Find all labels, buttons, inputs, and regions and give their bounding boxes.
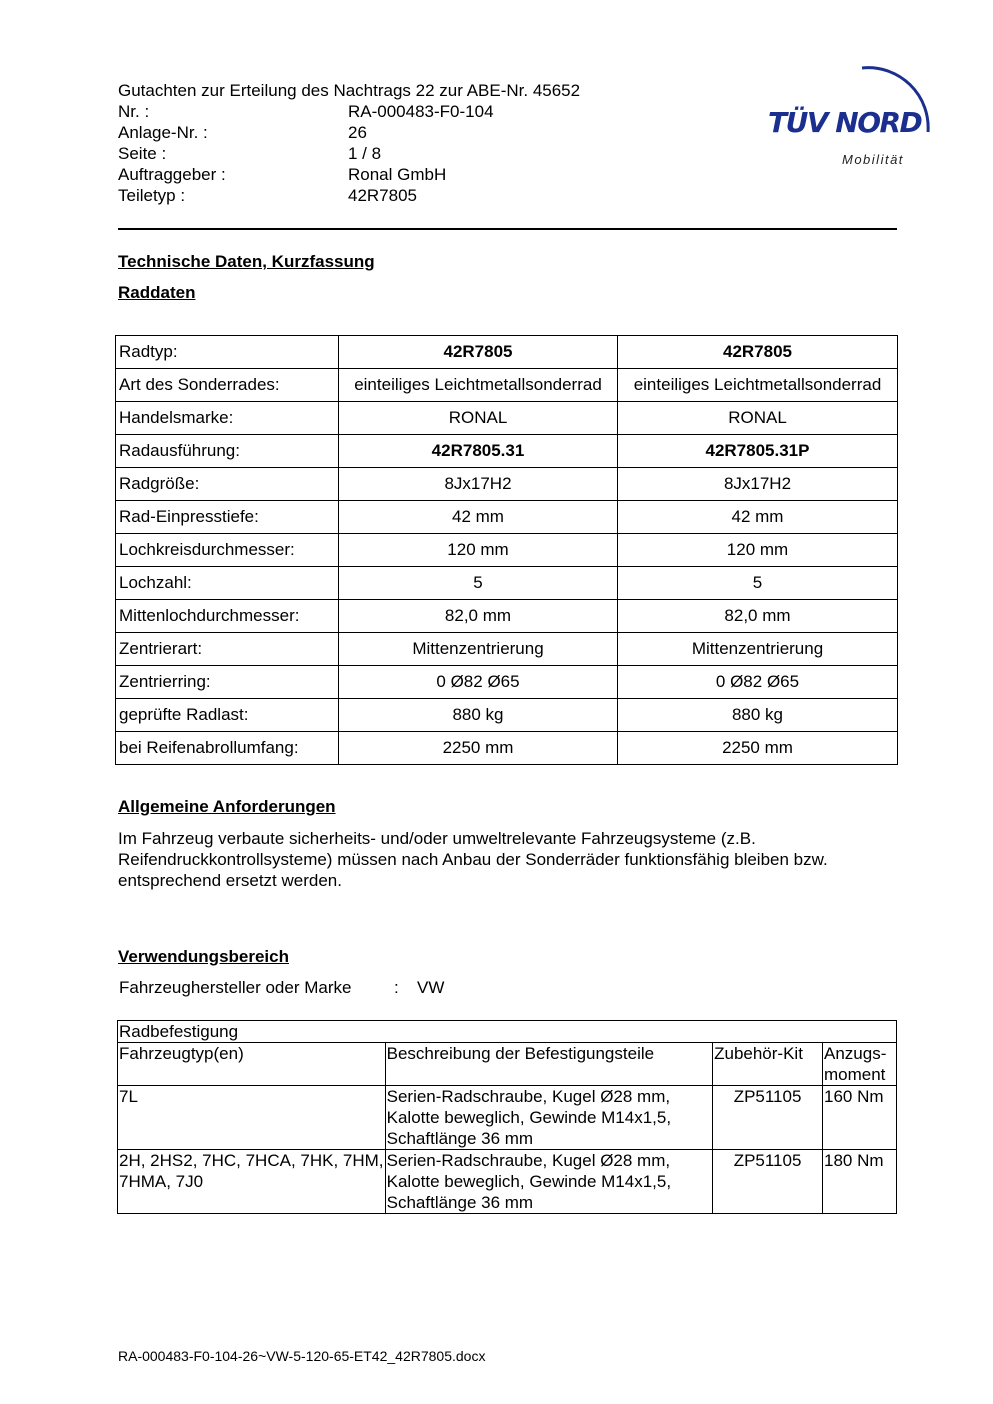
wheel-row-label: Handelsmarke: xyxy=(116,402,339,435)
wheel-table-row xyxy=(116,567,898,600)
header-row-seite: Seite : 1 / 8 xyxy=(118,144,382,163)
mount-cell: ZP51105 xyxy=(713,1086,823,1150)
wheel-table-row xyxy=(116,633,898,666)
wheel-row-value: 5 xyxy=(618,567,898,600)
logo-subtitle: Mobilität xyxy=(842,152,904,167)
mount-header-row xyxy=(118,1043,897,1086)
wheel-row-label: Zentrierring: xyxy=(116,666,339,699)
mount-cell: 180 Nm xyxy=(823,1150,897,1214)
wheel-row-value: 42R7805 xyxy=(339,336,618,369)
wheel-row-label: Radgröße: xyxy=(116,468,339,501)
wheel-row-value: 82,0 mm xyxy=(618,600,898,633)
wheel-row-value: RONAL xyxy=(339,402,618,435)
wheel-row-value: 880 kg xyxy=(618,699,898,732)
document-header xyxy=(118,80,738,206)
wheel-row-value: 120 mm xyxy=(618,534,898,567)
wheel-row-value: 5 xyxy=(339,567,618,600)
wheel-row-value: 2250 mm xyxy=(339,732,618,765)
mount-cell: Serien-Radschraube, Kugel Ø28 mm, Kalotte beweglich, Gewinde M14x1,5, Schaftlänge 36 mm xyxy=(385,1150,712,1214)
wheel-row-label: Radtyp: xyxy=(116,336,339,369)
wheel-row-value: 120 mm xyxy=(339,534,618,567)
wheel-row-value: einteiliges Leichtmetallsonderrad xyxy=(618,369,898,402)
header-row-nr: Nr. : RA-000483-F0-104 xyxy=(118,102,494,121)
header-row-auftraggeber: Auftraggeber : Ronal GmbH xyxy=(118,165,447,184)
mount-cell: 160 Nm xyxy=(823,1086,897,1150)
heading-verwendung: Verwendungsbereich xyxy=(118,947,289,966)
tuev-nord-logo xyxy=(762,56,942,172)
mount-header-cell: Anzugs-moment xyxy=(823,1043,897,1086)
wheel-row-value: 42R7805.31P xyxy=(618,435,898,468)
wheel-table-row xyxy=(116,402,898,435)
maker-label: Fahrzeughersteller oder Marke xyxy=(119,978,352,997)
wheel-row-label: Mittenlochdurchmesser: xyxy=(116,600,339,633)
wheel-row-value: 82,0 mm xyxy=(339,600,618,633)
wheel-row-value: 2250 mm xyxy=(618,732,898,765)
wheel-row-value: 880 kg xyxy=(339,699,618,732)
wheel-row-label: Lochkreisdurchmesser: xyxy=(116,534,339,567)
mount-header-cell: Fahrzeugtyp(en) xyxy=(118,1043,386,1086)
logo-wordmark: TÜV NORD xyxy=(768,106,922,139)
footer-filename: RA-000483-F0-104-26~VW-5-120-65-ET42_42R7805.docx xyxy=(118,1348,486,1364)
mounting-table xyxy=(117,1020,897,1214)
wheel-table-row xyxy=(116,468,898,501)
anforderungen-text: Im Fahrzeug verbaute sicherheits- und/oder umweltrelevante Fahrzeugsysteme (z.B. Reifendruckkontrollsysteme) müssen nach Anbau der Sonderräder funktionsfähig bleiben bzw. entsprechend ersetzt werden. xyxy=(118,829,828,890)
header-row-teiletyp: Teiletyp : 42R7805 xyxy=(118,186,418,205)
mount-cell: 7L xyxy=(118,1086,386,1150)
wheel-row-value: einteiliges Leichtmetallsonderrad xyxy=(339,369,618,402)
wheel-row-label: Lochzahl: xyxy=(116,567,339,600)
wheel-table-row xyxy=(116,732,898,765)
wheel-row-value: RONAL xyxy=(618,402,898,435)
mount-header-cell: Beschreibung der Befestigungsteile xyxy=(385,1043,712,1086)
wheel-row-value: 8Jx17H2 xyxy=(618,468,898,501)
wheel-row-value: 42R7805.31 xyxy=(339,435,618,468)
wheel-table-row xyxy=(116,699,898,732)
wheel-row-value: 42 mm xyxy=(339,501,618,534)
wheel-table-row xyxy=(116,666,898,699)
wheel-data-table xyxy=(115,335,898,765)
wheel-row-label: Zentrierart: xyxy=(116,633,339,666)
mount-cell: 2H, 2HS2, 7HC, 7HCA, 7HK, 7HM, 7HMA, 7J0 xyxy=(118,1150,386,1214)
mount-title: Radbefestigung xyxy=(118,1021,897,1043)
wheel-row-label: geprüfte Radlast: xyxy=(116,699,339,732)
heading-raddaten: Raddaten xyxy=(118,283,196,302)
header-divider xyxy=(118,228,897,230)
wheel-table-row xyxy=(116,336,898,369)
wheel-row-value: Mittenzentrierung xyxy=(618,633,898,666)
heading-anforderungen: Allgemeine Anforderungen xyxy=(118,797,336,816)
wheel-row-value: 0 Ø82 Ø65 xyxy=(618,666,898,699)
mount-cell: ZP51105 xyxy=(713,1150,823,1214)
maker-separator: : xyxy=(394,978,399,997)
wheel-table-row xyxy=(116,435,898,468)
mount-header-cell: Zubehör-Kit xyxy=(713,1043,823,1086)
document-title: Gutachten zur Erteilung des Nachtrags 22 zur ABE-Nr. 45652 xyxy=(118,81,581,100)
wheel-row-value: 42 mm xyxy=(618,501,898,534)
wheel-row-value: 42R7805 xyxy=(618,336,898,369)
wheel-row-label: Art des Sonderrades: xyxy=(116,369,339,402)
mount-title-row xyxy=(118,1021,897,1043)
wheel-table-row xyxy=(116,534,898,567)
wheel-row-label: Rad-Einpresstiefe: xyxy=(116,501,339,534)
maker-value: VW xyxy=(417,978,445,997)
wheel-row-label: bei Reifenabrollumfang: xyxy=(116,732,339,765)
wheel-table-row xyxy=(116,369,898,402)
wheel-row-value: 8Jx17H2 xyxy=(339,468,618,501)
maker-line xyxy=(119,978,444,998)
wheel-table-row xyxy=(116,501,898,534)
wheel-row-value: 0 Ø82 Ø65 xyxy=(339,666,618,699)
wheel-row-label: Radausführung: xyxy=(116,435,339,468)
header-row-anlage: Anlage-Nr. : 26 xyxy=(118,123,367,142)
wheel-row-value: Mittenzentrierung xyxy=(339,633,618,666)
mount-cell: Serien-Radschraube, Kugel Ø28 mm, Kalotte beweglich, Gewinde M14x1,5, Schaftlänge 36 mm xyxy=(385,1086,712,1150)
mount-table-row xyxy=(118,1086,897,1150)
mount-table-row xyxy=(118,1150,897,1214)
wheel-table-row xyxy=(116,600,898,633)
heading-tech: Technische Daten, Kurzfassung xyxy=(118,252,375,271)
